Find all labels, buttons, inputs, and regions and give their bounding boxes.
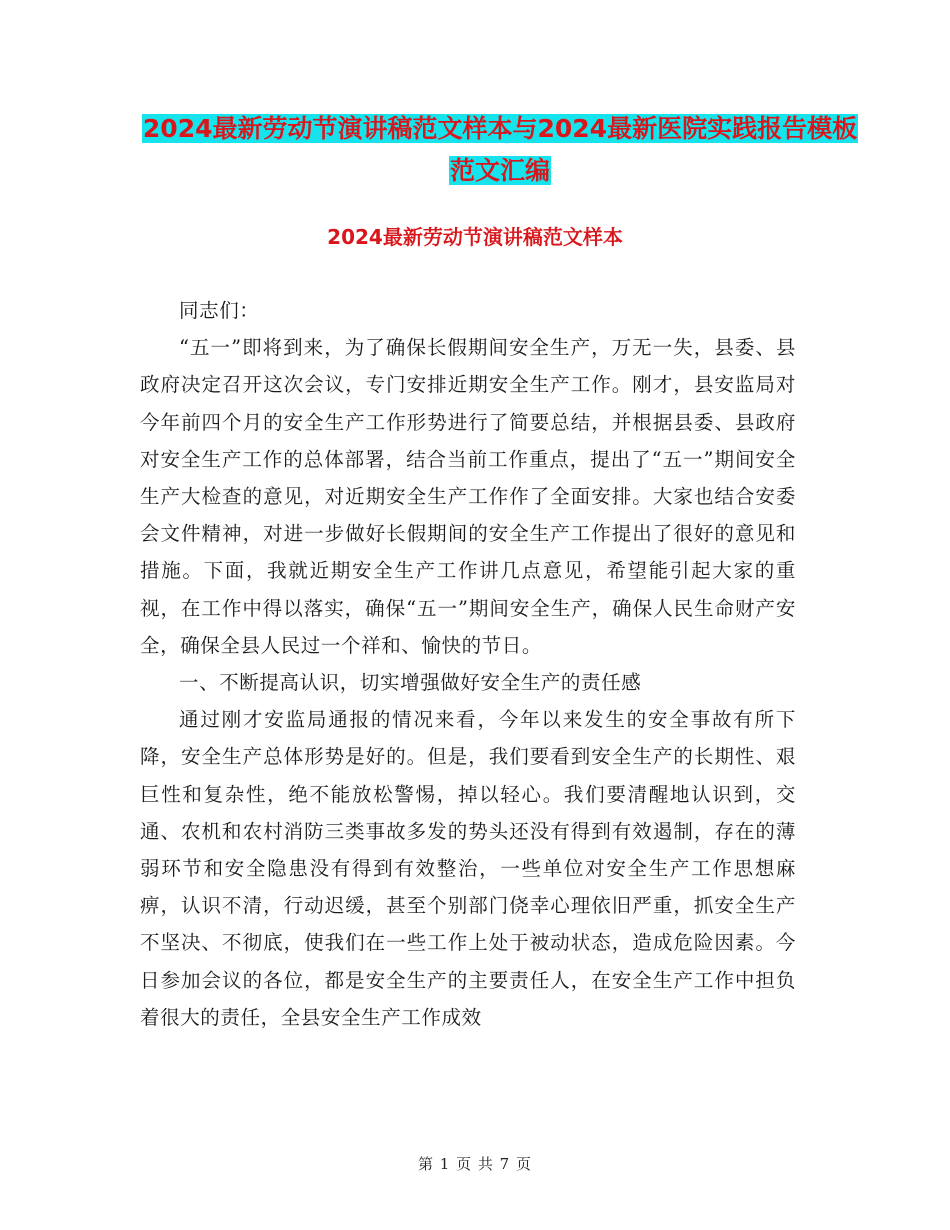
salutation-paragraph: 同志们： (179, 299, 260, 322)
body-paragraph: 通过刚才安监局通报的情况来看，今年以来发生的安全事故有所下降，安全生产总体形势是好的。但是，我们要看到安全生产的长期性、艰巨性和复杂性，绝不能放松警惕，掉以轻心。我们要清醒地认识到，交通、农机和农村消防三类事故多发的势头还没有得到有效遏制，存在的薄弱环节和安全隐患没有得到有效整治，一些单位对安全生产工作思想麻痹，认识不清，行动迟缓，甚至个别部门侥幸心理依旧严重，抓安全生产不坚决、不彻底，使我们在一些工作上处于被动状态，造成危险因素。今日参加会议的各位，都是安全生产的主要责任人，在安全生产工作中担负着很大的责任，全县安全生产工作成效 (140, 708, 796, 1029)
main-title-text: 2024最新劳动节演讲稿范文样本与2024最新医院实践报告模板范文汇编 (142, 114, 858, 185)
subheading-paragraph: 一、不断提高认识，切实增强做好安全生产的责任感 (179, 671, 642, 695)
page-number-footer: 第 1 页 共 7 页 (418, 1155, 532, 1173)
document-body (140, 292, 796, 1036)
body-paragraph: “五一”即将到来，为了确保长假期间安全生产，万无一失，县委、县政府决定召开这次会议，专门安排近期安全生产工作。刚才，县安监局对今年前四个月的安全生产工作形势进行了简要总结，并根据县委、县政府对安全生产工作的总体部署，结合当前工作重点，提出了“五一”期间安全生产大检查的意见，对近期安全生产工作作了全面安排。大家也结合安委会文件精神，对进一步做好长假期间的安全生产工作提出了很好的意见和措施。下面，我就近期安全生产工作讲几点意见，希望能引起大家的重视，在工作中得以落实，确保“五一”期间安全生产，确保人民生命财产安全，确保全县人民过一个祥和、愉快的节日。 (140, 336, 796, 657)
section-title: 2024最新劳动节演讲稿范文样本 (327, 225, 623, 249)
document-main-title (140, 108, 860, 192)
